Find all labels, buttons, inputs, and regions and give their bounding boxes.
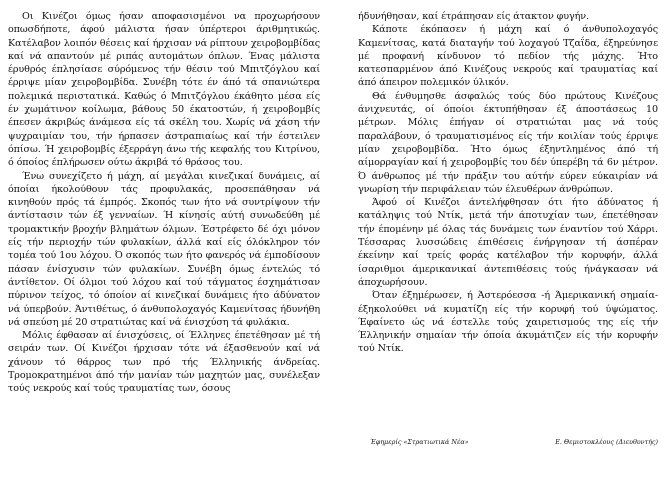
paragraph: Κάποτε έκόπασεν ή μάχη καί ό άνθυπολοχαγός Καμενίτσας, κατά διαταγήν τού λοχαγού Τζαΐδα, έξηρεύνησε μέ προφανή κίνδυνον τό πεδίον τής μάχης. Ήτο κατεσπαρμένον άπό Κινέζους νεκρούς καί τραυματίας καί άπό άπειρον πολεμικόν ύλικόν. [358, 24, 658, 89]
paragraph: Άφού οί Κινέζοι άντελήφθησαν ότι ήτο άδύνατος ή κατάληψις τού Ντίκ, μετά τήν άποτυχίαν των, έπετέθησαν τήν έπομένην μέ όλας τάς δυνάμεις των έναντίον τού Χάρρι. Τέσσαρας λυσσώδεις έπιθέσεις ένήργησαν τή άσπέραν έκείνην καί τρείς φοράς κατέλαβον τήν κορυφήν, άλλά ίσαριθμοι άμερικανικαί άντεπιθέσεις τούς ήνάγκασαν νά άποχωρήσουν. [358, 197, 658, 288]
source-footer [358, 438, 658, 446]
paragraph: Μόλις έφθασαν αί ένισχύσεις, οί Έλληνες έπετέθησαν μέ τή σειράν των. Οί Κινέζοι ήρχισαν τότε νά έξασθενούν καί νά χάνουν τό θάρρος των πρό τής Έλληνικής άνδρείας. Τρομοκρατημένοι άπό τήν μανίαν τών μαχητών μας, συνέλεξαν τούς νεκρούς καί τούς τραυματίας των, όσους [8, 330, 320, 395]
source-credit: Έφημερίς «Στρατιωτικά Νέα» [370, 438, 469, 446]
paragraph: Θά ένθυμησθε άσφαλώς τούς δύο πρώτους Κινέζους άνιχνευτάς, οί όποίοι έκτυπήθησαν έξ άποστάσεως 10 μέτρων. Μόλις έπήγαν οί στρατιώται μας νά τούς παραλάβουν, ό τραυματισμένος είς τήν κοιλίαν τούς έρριψε μίαν χειροβομβίδα. Ήτο όμως έξηντλημένος άπό τή αίμορραγίαν καί ή χειροβομβίς του δέν ύπερέβη τά 6ν μέτρον. Ό άνθρωπος μέ τήν πράξιν του αύτήν εύρεν εύκαιρίαν νά γνωρίση τήν περιφάλειαν τών έλευθέρων άνθρώπων. [358, 90, 658, 195]
paragraph-continued: ήδυνήθησαν, καί έτράπησαν είς άτακτον φυγήν. [358, 11, 589, 22]
paragraph: Ένω συνεχίζετο ή μάχη, αί μεγάλαι κινεζικαί δυνάμεις, αί όποίαι ήκολούθουν τάς προφυλακάς, προσεπάθησαν νά κινηθούν πρός τά έμπρός. Σκοπός των ήτο νά συντρίψουν τήν άντίστασιν τών έξ γενναίων. Ή κίνησίς αύτή συνωδεύθη μέ τρομακτικήν βροχήν βλημάτων όλμων. Έστρέφετο δέ όχι μόνον είς τήν περιοχήν τών φυλακίων, άλλά καί είς όλόκληρον τόν τομέα τού 1ου λόχου. Ό σκοπός των ήτο φανερός νά έμποδίσουν πάσαν ένίσχυσιν τών φυλακίων. Συνέβη όμως έντελώς τό άντίθετον. Οί όλμοι τού λόχου καί τού τάγματος έσχημάτισαν πύρινον τείχος, τό όποίον αί κινεζικαί δυνάμεις ήτο άδύνατον νά ύπερβούν. Άντιθέτως, ό άνθυπολοχαγός Καμενίτσας ήδυνήθη νά σπεύση μέ 20 στρατιώτας καί νά ένισχύση τά φυλάκια. [8, 170, 320, 328]
author-credit: Ε. Θεμιστοκλέους (Διευθυντής) [555, 438, 658, 446]
paragraph: Όταν έξημέρωσεν, ή Άστερόεσσα -ή Άμερικανική σημαία- έξηκολούθει νά κυματίζη είς τήν κορυφή τού ύψώματος. Έφαίνετο ώς νά έστελλε τούς χαιρετισμούς της είς τήν Έλληνικήν σημαίαν τήν όποία άκυμάτιζεν είς τήν κορυφήν τού Ντίκ. [358, 290, 658, 355]
right-column [358, 10, 658, 356]
paragraph: Οι Κινέζοι όμως ήσαν αποφασισμένοι να προχωρήσουν οπωσδήποτε, άφού μάλιστα ήσαν ύπέρτεροι άριθμητικώς. Κατέλαβον λοιπόν θέσεις καί ήρχισαν νά ρίπτουν χειροβομβίδας καί νά απαντούν μέ ριπάς αυτομάτων όπλων. Ένας μάλιστα έρυθρός έπλησίασε σύρόμενος τήν θέσιν τού Μπιτζόγλου καί έρριψε μίαν χειροβομβίδα. Συνέβη τότε έν άπό τά σπανιώτερα πολεμικά περιστατικά. Καθώς ό Μπιτζόγλου έκάθητο μέσα είς έν χωμάτινον κοίλωμα, βάθους 50 έκατοστών, ή χειροβομβίς έπεσεν άκριβώς άνάμεσα είς τά σκέλη του. Χωρίς νά χάση τήν ψυχραιμίαν του, τήν ήρπασεν άστραπιαίως καί τήν έστειλεν όπίσω. Ή χειροβομβίς έξερράγη άνω τής κεφαλής του Κιτρίνου, ό όποίος έπλήρωσεν ούτω άκριβά τό θράσος του. [8, 11, 320, 169]
left-column [8, 10, 320, 396]
